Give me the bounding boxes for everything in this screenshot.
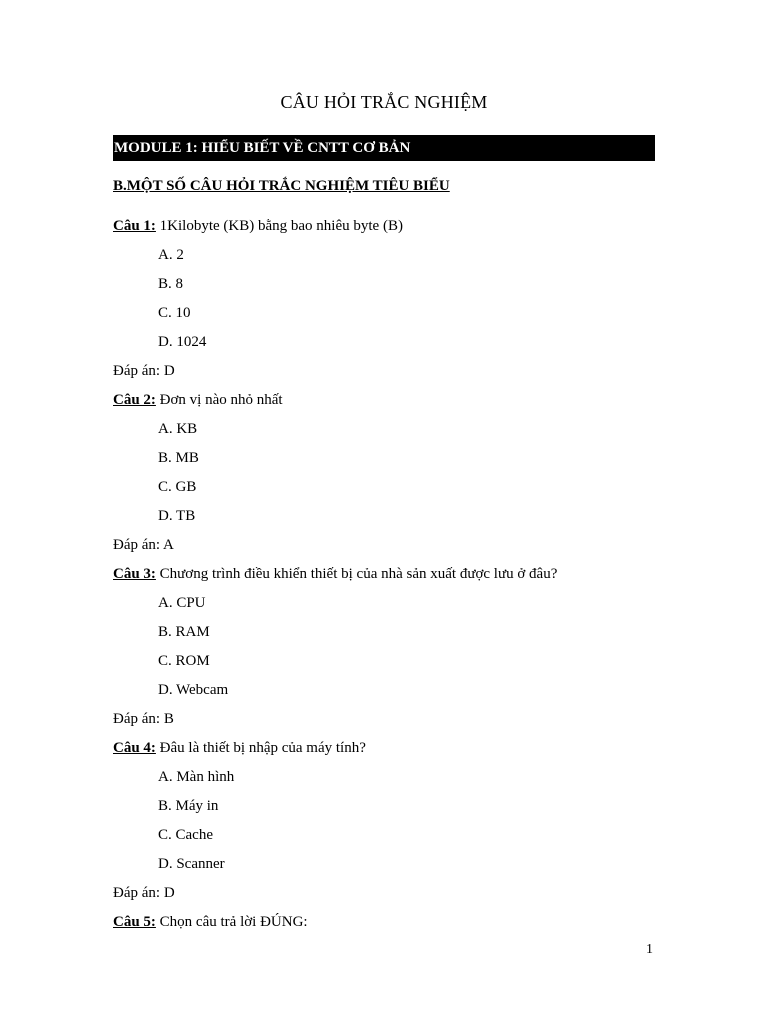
option-c: C. Cache <box>158 827 213 843</box>
answer-label: Đáp án: <box>113 711 161 727</box>
answer-value: D <box>163 885 175 901</box>
answer-value: D <box>163 363 175 379</box>
question-1 <box>113 216 403 236</box>
option-b: B. 8 <box>158 276 184 292</box>
option-a: A. 2 <box>158 247 184 263</box>
option-b: B. MB <box>158 450 199 466</box>
option-a: A. KB <box>158 421 198 437</box>
option-b: B. RAM <box>158 624 210 640</box>
answer-line <box>113 361 175 381</box>
question-text: Chương trình điều khiển thiết bị của nhà sản xuất được lưu ở đâu? <box>159 566 558 582</box>
answer-value: B <box>163 711 174 727</box>
answer-value: A <box>163 537 174 553</box>
option-d: D. Scanner <box>158 856 225 872</box>
answer-label: Đáp án: <box>113 885 161 901</box>
answer-line <box>113 883 175 903</box>
question-number: Câu 5: <box>113 914 156 930</box>
question-number: Câu 2: <box>113 392 156 408</box>
question-3 <box>113 564 557 584</box>
answer-line <box>113 535 174 555</box>
option-c: C. 10 <box>158 305 191 321</box>
option-a: A. Màn hình <box>158 769 235 785</box>
question-2 <box>113 390 283 410</box>
module-heading: MODULE 1: HIỂU BIẾT VỀ CNTT CƠ BẢN <box>113 135 655 161</box>
option-b: B. Máy in <box>158 798 219 814</box>
question-number: Câu 3: <box>113 566 156 582</box>
question-5 <box>113 912 308 932</box>
question-text: Đơn vị nào nhỏ nhất <box>159 392 283 408</box>
question-text: Chọn câu trả lời ĐÚNG: <box>159 914 308 930</box>
option-d: D. Webcam <box>158 682 229 698</box>
option-c: C. ROM <box>158 653 210 669</box>
page-number: 1 <box>646 942 653 957</box>
section-heading: B.MỘT SỐ CÂU HỎI TRẮC NGHIỆM TIÊU BIỂU <box>113 178 450 194</box>
option-c: C. GB <box>158 479 197 495</box>
answer-label: Đáp án: <box>113 363 161 379</box>
question-text: 1Kilobyte (KB) bằng bao nhiêu byte (B) <box>159 218 403 234</box>
question-number: Câu 1: <box>113 218 156 234</box>
option-d: D. 1024 <box>158 334 207 350</box>
option-a: A. CPU <box>158 595 206 611</box>
question-number: Câu 4: <box>113 740 156 756</box>
document-title: CÂU HỎI TRẮC NGHIỆM <box>280 92 488 112</box>
question-text: Đâu là thiết bị nhập của máy tính? <box>159 740 366 756</box>
option-d: D. TB <box>158 508 196 524</box>
answer-line <box>113 709 174 729</box>
answer-label: Đáp án: <box>113 537 161 553</box>
question-4 <box>113 738 366 758</box>
